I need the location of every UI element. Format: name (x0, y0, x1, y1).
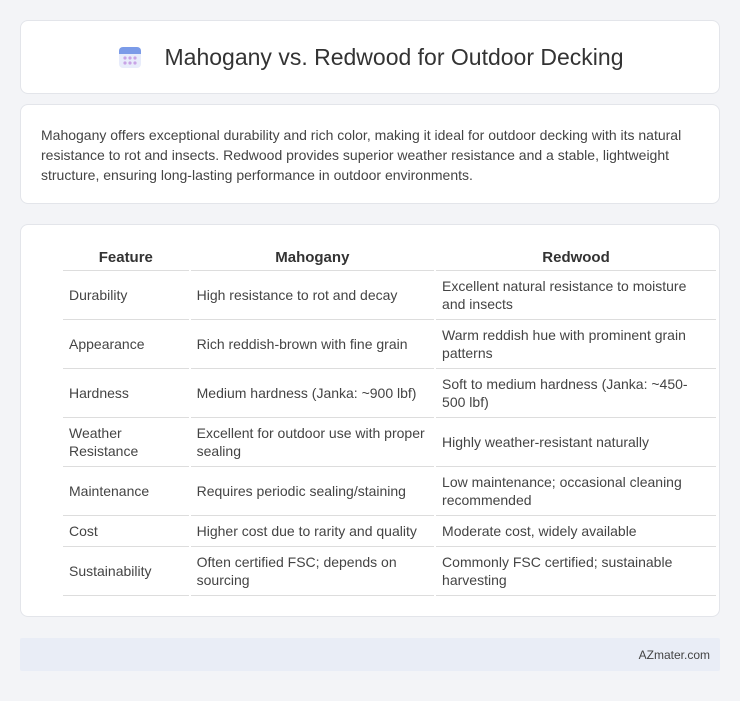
feature-cell: Durability (63, 271, 189, 320)
table-row (63, 547, 716, 596)
mahogany-cell: Higher cost due to rarity and quality (191, 516, 434, 547)
header-mahogany: Mahogany (191, 245, 434, 271)
summary-card (20, 104, 720, 204)
header-feature: Feature (63, 245, 189, 271)
table-row (63, 516, 716, 547)
redwood-cell: Commonly FSC certified; sustainable harvesting (436, 547, 716, 596)
footer-brand: AZmater.com (638, 647, 710, 662)
feature-cell: Sustainability (63, 547, 189, 596)
redwood-cell: Low maintenance; occasional cleaning recommended (436, 467, 716, 516)
redwood-cell: Warm reddish hue with prominent grain patterns (436, 320, 716, 369)
calendar-icon (117, 44, 143, 70)
comparison-card (20, 224, 720, 617)
redwood-cell: Soft to medium hardness (Janka: ~450-500 lbf) (436, 369, 716, 418)
summary-text: Mahogany offers exceptional durability and rich color, making it ideal for outdoor decking with its natural resistance to rot and insects. Redwood provides superior weather resistance and a stable, lightweight structure, ensuring long-lasting performance in outdoor environments. (41, 127, 682, 183)
mahogany-cell: Requires periodic sealing/staining (191, 467, 434, 516)
table-row (63, 418, 716, 467)
table-row (63, 271, 716, 320)
mahogany-cell: High resistance to rot and decay (191, 271, 434, 320)
feature-cell: Maintenance (63, 467, 189, 516)
comparison-table (61, 245, 718, 596)
mahogany-cell: Medium hardness (Janka: ~900 lbf) (191, 369, 434, 418)
table-row (63, 369, 716, 418)
footer-bar (20, 638, 720, 671)
feature-cell: Weather Resistance (63, 418, 189, 467)
redwood-cell: Highly weather-resistant naturally (436, 418, 716, 467)
mahogany-cell: Excellent for outdoor use with proper sealing (191, 418, 434, 467)
header-redwood: Redwood (436, 245, 716, 271)
feature-cell: Hardness (63, 369, 189, 418)
table-header-row (63, 245, 716, 271)
page-title: Mahogany vs. Redwood for Outdoor Decking (164, 43, 624, 70)
redwood-cell: Excellent natural resistance to moisture and insects (436, 271, 716, 320)
mahogany-cell: Rich reddish-brown with fine grain (191, 320, 434, 369)
feature-cell: Cost (63, 516, 189, 547)
table-row (63, 467, 716, 516)
table-row (63, 320, 716, 369)
mahogany-cell: Often certified FSC; depends on sourcing (191, 547, 434, 596)
feature-cell: Appearance (63, 320, 189, 369)
title-card (20, 20, 720, 94)
redwood-cell: Moderate cost, widely available (436, 516, 716, 547)
